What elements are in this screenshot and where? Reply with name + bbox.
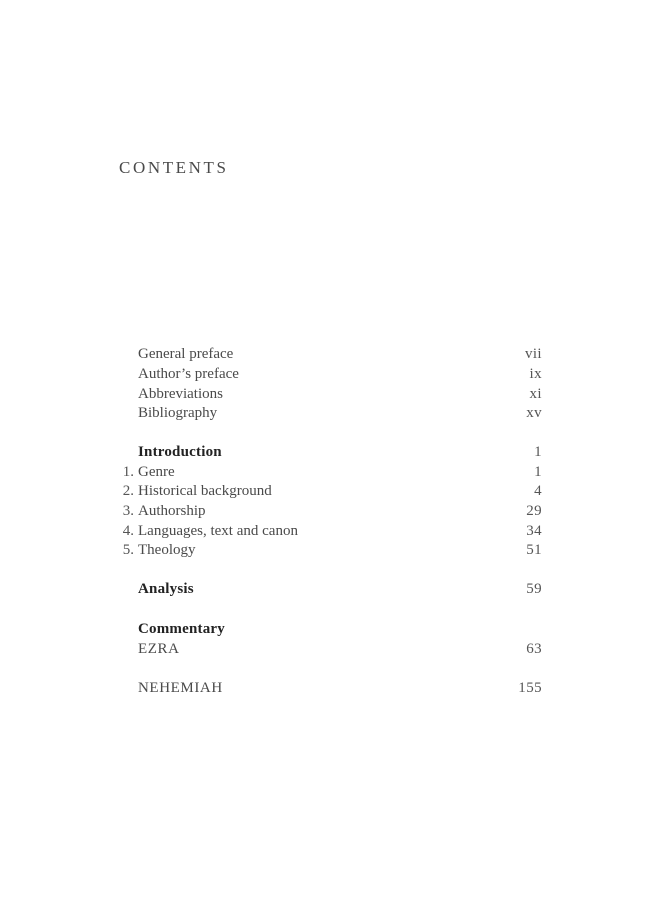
entry-page: 1	[534, 444, 542, 460]
entry-title: Author’s preface	[138, 366, 239, 382]
toc-entry-nehemiah[interactable]	[0, 678, 660, 698]
entry-page: 155	[518, 680, 542, 696]
toc-entry-theology[interactable]	[0, 540, 660, 560]
entry-title: Abbreviations	[138, 386, 223, 402]
entry-number: 1.	[122, 464, 134, 480]
entry-number: 2.	[122, 483, 134, 499]
toc-entry-bibliography[interactable]	[0, 403, 660, 423]
entry-title: Commentary	[138, 621, 225, 637]
entry-page: 59	[526, 581, 542, 597]
entry-title: Theology	[138, 542, 196, 558]
entry-title: Bibliography	[138, 405, 218, 421]
entry-title: General preface	[138, 346, 234, 362]
entry-page: 63	[526, 641, 542, 657]
page-title: CONTENTS	[119, 158, 229, 177]
toc-entry-ezra[interactable]	[0, 639, 660, 659]
toc-entry-introduction[interactable]	[0, 442, 660, 462]
entry-page: 29	[526, 503, 542, 519]
toc-entry-analysis[interactable]	[0, 579, 660, 599]
entry-number: 4.	[122, 523, 134, 539]
toc-entry-genre[interactable]	[0, 462, 660, 482]
entry-page: 4	[534, 483, 542, 499]
entry-page: xv	[526, 405, 542, 421]
entry-page: 1	[534, 464, 542, 480]
toc-entry-general-preface[interactable]	[0, 344, 660, 364]
entry-title: EZRA	[138, 641, 180, 657]
toc-entry-commentary[interactable]	[0, 619, 660, 639]
entry-number: 3.	[122, 503, 134, 519]
entry-title: Historical background	[138, 483, 272, 499]
toc-entry-historical-background[interactable]	[0, 481, 660, 501]
entry-title: Genre	[138, 464, 175, 480]
entry-page: ix	[529, 366, 542, 382]
entry-title: Authorship	[138, 503, 206, 519]
entry-title: Languages, text and canon	[138, 523, 298, 539]
toc-entry-languages-text-canon[interactable]	[0, 521, 660, 541]
entry-title: NEHEMIAH	[138, 680, 223, 696]
entry-number: 5.	[122, 542, 134, 558]
toc-entry-authors-preface[interactable]	[0, 364, 660, 384]
entry-title: Analysis	[138, 581, 194, 597]
entry-page: 34	[526, 523, 542, 539]
toc-entry-authorship[interactable]	[0, 501, 660, 521]
entry-page: xi	[529, 386, 542, 402]
entry-page: 51	[526, 542, 542, 558]
entry-title: Introduction	[138, 444, 222, 460]
toc-entry-abbreviations[interactable]	[0, 384, 660, 404]
entry-page: vii	[524, 346, 542, 362]
